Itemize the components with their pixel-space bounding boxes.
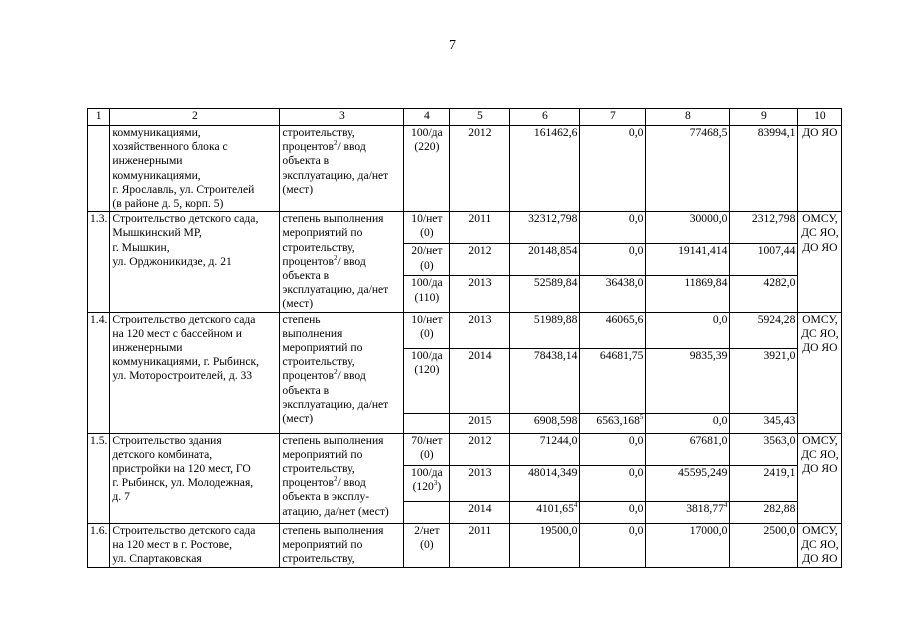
responsible-executor: ОМСУ, ДС ЯО, ДО ЯО — [798, 523, 842, 567]
amount-cell — [730, 523, 798, 567]
amount-value: 3921,0 — [763, 348, 796, 362]
amount-value: 0,0 — [628, 244, 644, 258]
amount-value: 0,0 — [628, 433, 644, 447]
target-value: 20/нет (0) — [404, 244, 450, 276]
amount-cell — [510, 501, 580, 523]
year-cell: 2014 — [450, 348, 510, 413]
target-value: 70/нет (0) — [404, 433, 450, 465]
amount-cell — [580, 501, 646, 523]
year-cell: 2013 — [450, 312, 510, 348]
amount-cell — [510, 523, 580, 567]
footnote-mark: 2 — [333, 253, 338, 262]
amount-value: 5924,28 — [757, 312, 796, 326]
amount-cell — [580, 212, 646, 244]
year-cell: 2013 — [450, 465, 510, 501]
amount-value: 0,0 — [628, 501, 644, 515]
item-name: Строительство детского сада на 120 мест в г. Ростове, ул. Спартаковская — [110, 523, 280, 567]
amount-value: 51989,88 — [533, 312, 578, 326]
amount-value: 9835,39 — [689, 348, 728, 362]
amount-cell — [510, 433, 580, 465]
year-cell: 2012 — [450, 433, 510, 465]
indicator-description-rest: / ввод объекта в эксплуатацию, да/нет (мест) — [282, 140, 389, 196]
amount-value: 161462,6 — [533, 126, 578, 139]
item-number: 1.5. — [88, 433, 110, 523]
footnote-mark: 3 — [433, 478, 438, 487]
item-name: Строительство детского сада на 120 мест с бассейном и инженерными коммуникациями, г. Рыбинск, ул. Моторостроителей, д. 33 — [110, 312, 280, 433]
header-cell: 8 — [646, 109, 730, 126]
amount-cell — [510, 348, 580, 413]
amount-cell — [730, 312, 798, 348]
amount-value: 64681,75 — [599, 348, 644, 362]
amount-value: 0,0 — [712, 312, 728, 326]
amount-value: 11869,84 — [684, 276, 728, 290]
target-value — [404, 413, 450, 433]
year-cell: 2011 — [450, 212, 510, 244]
amount-value: 0,0 — [628, 212, 644, 226]
amount-value: 20148,854 — [528, 244, 578, 258]
amount-cell — [510, 312, 580, 348]
target-value: 100/да (220) — [404, 126, 450, 212]
amount-value: 78438,14 — [533, 348, 578, 362]
page-number: 7 — [449, 38, 456, 53]
amount-cell — [646, 212, 730, 244]
amount-cell — [580, 126, 646, 212]
amount-value: 4282,0 — [763, 276, 796, 290]
amount-cell — [580, 413, 646, 433]
item-number — [88, 126, 110, 212]
amount-value: 3563,0 — [763, 433, 796, 447]
footnote-mark: 2 — [333, 475, 338, 484]
footnote-mark: 4 — [573, 501, 578, 509]
amount-cell — [646, 348, 730, 413]
amount-cell — [730, 244, 798, 276]
responsible-executor: ОМСУ, ДС ЯО, ДО ЯО — [798, 433, 842, 523]
amount-value: 6908,598 — [533, 413, 578, 427]
item-number: 1.3. — [88, 212, 110, 312]
amount-cell — [580, 523, 646, 567]
header-cell: 2 — [110, 109, 280, 126]
target-value: 100/да (110) — [404, 276, 450, 312]
year-cell: 2012 — [450, 244, 510, 276]
year-cell: 2014 — [450, 501, 510, 523]
target-value: 2/нет (0) — [404, 523, 450, 567]
indicator-description-rest: / ввод объекта в эксплуатацию, да/нет (мест) — [282, 369, 389, 426]
amount-value: 17000,0 — [689, 523, 728, 537]
amount-value: 2500,0 — [763, 523, 796, 537]
amount-value: 2312,798 — [751, 212, 796, 226]
amount-value: 19500,0 — [539, 523, 578, 537]
table-row — [88, 433, 842, 465]
indicator-description: степень выполнения мероприятий по строительству, процентов$^2$/ ввод объекта в эксплуатацию, да/нет (мест) — [280, 312, 404, 433]
amount-cell — [646, 312, 730, 348]
amount-cell — [646, 244, 730, 276]
footnote-mark: 4 — [723, 501, 728, 509]
amount-value: 19141,414 — [678, 244, 728, 258]
year-cell: 2013 — [450, 276, 510, 312]
amount-value: 4101,65 — [536, 501, 574, 515]
cell-text-tail: ) — [437, 479, 442, 493]
amount-cell — [510, 212, 580, 244]
target-value: 100/да $(120^3)$ — [404, 465, 450, 501]
amount-cell — [730, 276, 798, 312]
amount-cell — [580, 276, 646, 312]
header-cell: 3 — [280, 109, 404, 126]
amount-cell — [646, 276, 730, 312]
header-cell: 6 — [510, 109, 580, 126]
amount-value: 67681,0 — [689, 433, 728, 447]
amount-value: 36438,0 — [605, 276, 644, 290]
amount-value: 45595,249 — [678, 465, 728, 479]
amount-cell — [510, 126, 580, 212]
responsible-executor: ДО ЯО — [798, 126, 842, 212]
amount-cell — [510, 276, 580, 312]
item-number: 1.6. — [88, 523, 110, 567]
indicator-description-rest: / ввод объекта в эксплуатацию, да/нет (мест) — [282, 254, 389, 311]
amount-value: 1007,44 — [757, 244, 796, 258]
amount-cell — [646, 465, 730, 501]
amount-value: 282,88 — [763, 501, 796, 515]
header-cell: 4 — [404, 109, 450, 126]
amount-cell — [510, 465, 580, 501]
amount-cell — [730, 413, 798, 433]
amount-value: 77468,5 — [689, 126, 728, 139]
target-value: 10/нет (0) — [404, 212, 450, 244]
amount-cell — [646, 126, 730, 212]
amount-value: 30000,0 — [689, 212, 728, 226]
responsible-executor: ОМСУ, ДС ЯО, ДО ЯО — [798, 212, 842, 312]
item-name: коммуникациями, хозяйственного блока с инженерными коммуникациями, г. Ярославль, ул. Строителей (в районе д. 5, корп. 5) — [110, 126, 280, 212]
amount-value: 6563,168 — [596, 413, 640, 427]
amount-cell — [730, 433, 798, 465]
target-value — [404, 501, 450, 523]
target-value: 100/да (120) — [404, 348, 450, 413]
amount-cell — [580, 312, 646, 348]
item-name: Строительство детского сада, Мышкинский МР, г. Мышкин, ул. Орджоникидзе, д. 21 — [110, 212, 280, 312]
amount-cell — [646, 433, 730, 465]
header-row — [88, 109, 842, 126]
target-value: 10/нет (0) — [404, 312, 450, 348]
responsible-executor: ОМСУ, ДС ЯО, ДО ЯО — [798, 312, 842, 433]
amount-value: 0,0 — [628, 126, 644, 139]
amount-value: 48014,349 — [528, 465, 578, 479]
year-cell: 2012 — [450, 126, 510, 212]
amount-cell — [510, 413, 580, 433]
indicator-description: степень выполнения мероприятий по строительству, процентов$^2$/ ввод объекта в эксплуатацию, да/нет (мест) — [280, 212, 404, 312]
header-cell: 1 — [88, 109, 110, 126]
table-row — [88, 312, 842, 348]
amount-value: 83994,1 — [757, 126, 796, 139]
header-cell: 9 — [730, 109, 798, 126]
amount-cell — [730, 126, 798, 212]
table-row — [88, 523, 842, 567]
amount-value: 71244,0 — [539, 433, 578, 447]
amount-cell — [580, 244, 646, 276]
footnote-mark: 2 — [333, 368, 338, 377]
amount-cell — [580, 348, 646, 413]
indicator-description: строительству, процентов$^2$/ ввод объекта в эксплуатацию, да/нет (мест) — [280, 126, 404, 212]
amount-cell — [730, 212, 798, 244]
amount-cell — [730, 348, 798, 413]
amount-cell — [646, 413, 730, 433]
year-cell: 2011 — [450, 523, 510, 567]
year-cell: 2015 — [450, 413, 510, 433]
amount-value: 32312,798 — [528, 212, 578, 226]
amount-cell — [510, 244, 580, 276]
header-cell: 10 — [798, 109, 842, 126]
table-row — [88, 212, 842, 244]
amount-value: 52589,84 — [533, 276, 578, 290]
amount-value: 0,0 — [628, 465, 644, 479]
indicator-description-rest: / ввод объекта в эксплу- атацию, да/нет (мест) — [282, 476, 389, 518]
item-number: 1.4. — [88, 312, 110, 433]
table-row — [88, 126, 842, 212]
amount-value: 2419,1 — [763, 465, 796, 479]
item-name: Строительство здания детского комбината, пристройки на 120 мест, ГО г. Рыбинск, ул. Молодежная, д. 7 — [110, 433, 280, 523]
amount-cell — [730, 465, 798, 501]
amount-value: 345,43 — [763, 413, 796, 427]
header-cell: 5 — [450, 109, 510, 126]
amount-value: 46065,6 — [605, 312, 644, 326]
footnote-mark: 5 — [639, 413, 644, 421]
amount-value: 0,0 — [628, 523, 644, 537]
program-table — [87, 108, 842, 568]
amount-value: 0,0 — [712, 413, 728, 427]
amount-cell — [580, 433, 646, 465]
amount-cell — [646, 501, 730, 523]
amount-cell — [730, 501, 798, 523]
header-cell: 7 — [580, 109, 646, 126]
amount-cell — [646, 523, 730, 567]
footnote-mark: 2 — [333, 139, 338, 148]
indicator-description: степень выполнения мероприятий по строительству, процентов$^2$/ ввод объекта в эксплу- атацию, да/нет (мест) — [280, 433, 404, 523]
amount-cell — [580, 465, 646, 501]
amount-value: 3818,77 — [686, 501, 724, 515]
indicator-description: степень выполнения мероприятий по строительству, — [280, 523, 404, 567]
